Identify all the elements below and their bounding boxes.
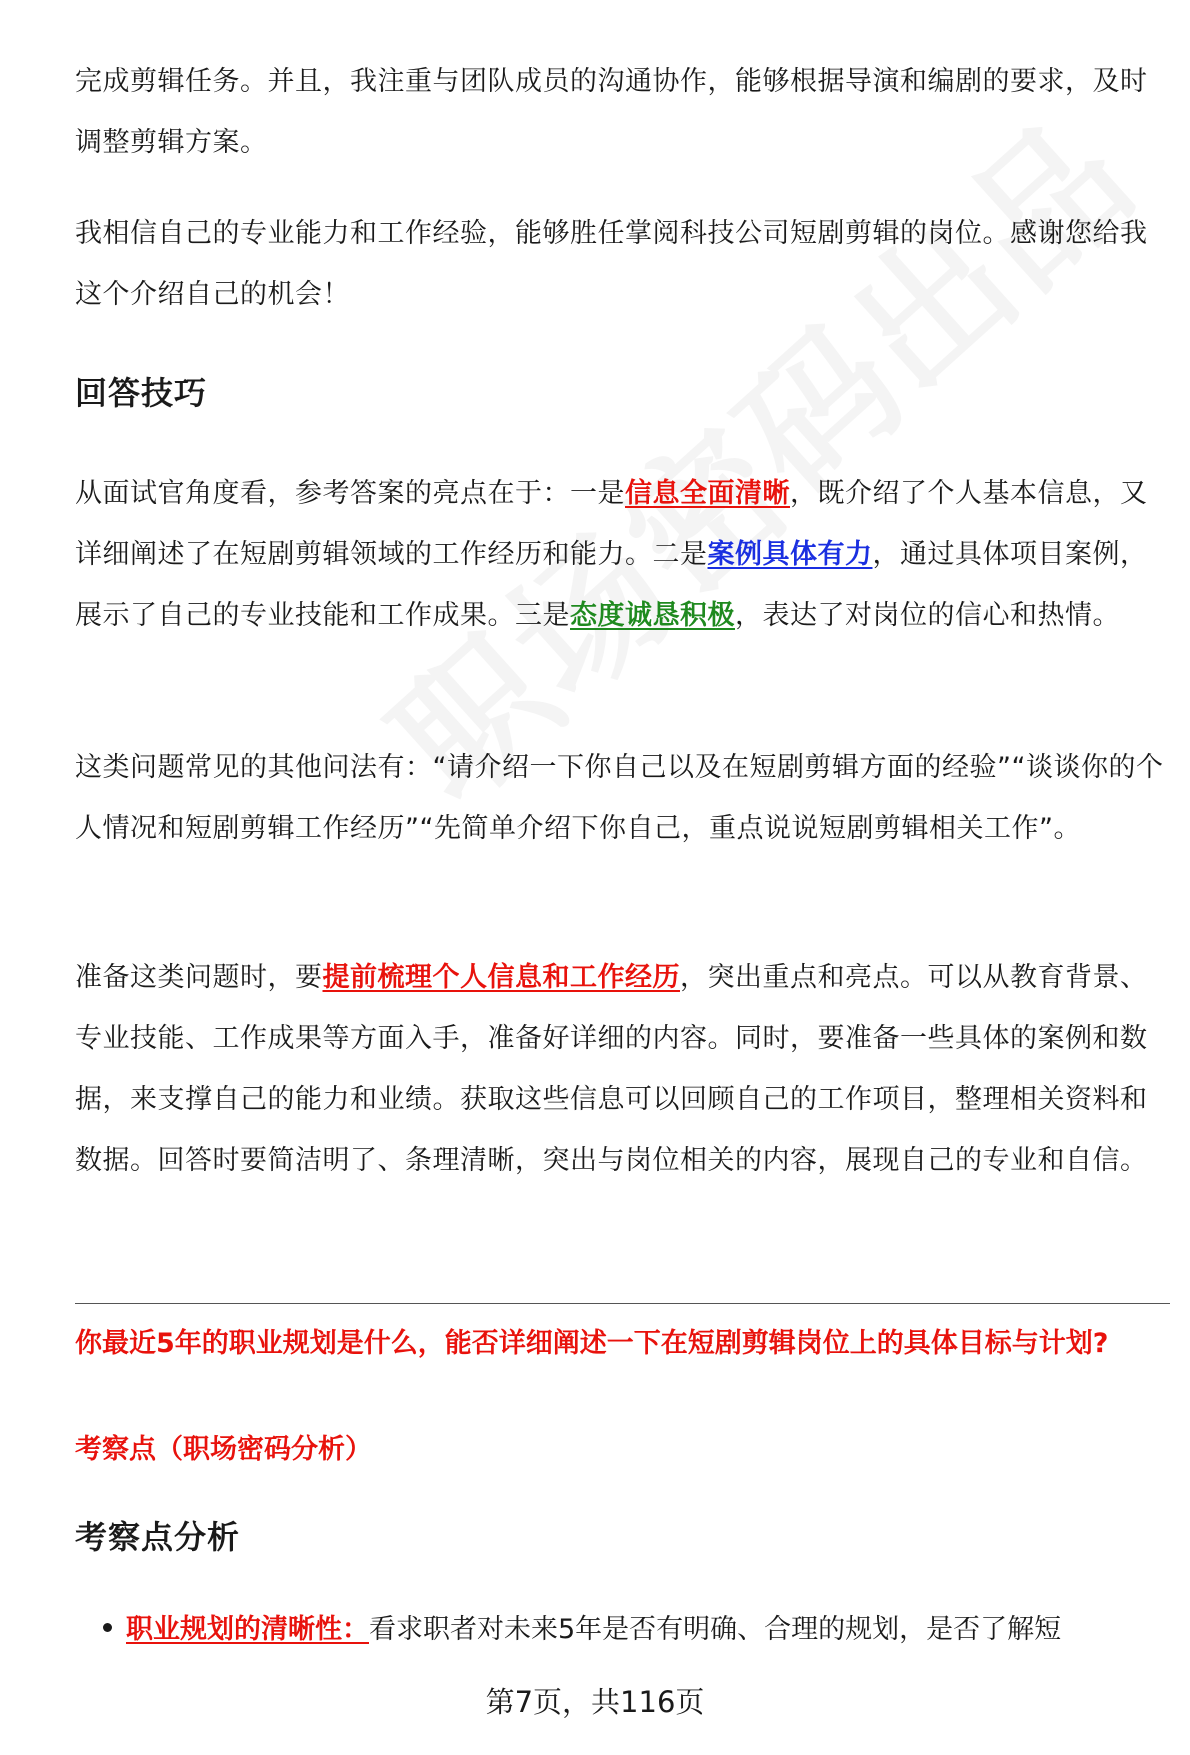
bullet-icon (103, 1623, 112, 1632)
highlight-prepare: 提前梳理个人信息和工作经历 (322, 962, 680, 993)
section-divider (75, 1303, 1170, 1304)
heading-analysis: 考察点分析 (75, 1518, 241, 1556)
paragraph-preparation (75, 947, 1165, 1191)
text-segment: 从面试官角度看，参考答案的亮点在于：一是 (75, 478, 625, 509)
paragraph-intro-end: 完成剪辑任务。并且，我注重与团队成员的沟通协作，能够根据导演和编剧的要求，及时调整剪辑方案。 (75, 66, 1148, 158)
bullet-label: 职业规划的清晰性： (126, 1614, 369, 1645)
highlight-attitude: 态度诚恳积极 (570, 600, 735, 631)
text-segment: ，既介绍了个人基本信息，又详细阐述了在短剧剪辑领域的工作经历和能力。二是 (75, 478, 1148, 570)
text-segment: 准备这类问题时，要 (75, 962, 323, 993)
text-segment: ，突出重点和亮点。可以从教育背景、专业技能、工作成果等方面入手，准备好详细的内容。同时，要准备一些具体的案例和数据，来支撑自己的能力和业绩。获取这些信息可以回顾自己的工作项目，整理相关资料和数据。回答时要简洁明了、条理清晰，突出与岗位相关的内容，展现自己的专业和自信。 (75, 962, 1148, 1176)
question-title: 你最近5年的职业规划是什么，能否详细阐述一下在短剧剪辑岗位上的具体目标与计划? (75, 1328, 1109, 1359)
paragraph-highlights (75, 463, 1165, 646)
bullet-text: 看求职者对未来5年是否有明确、合理的规划，是否了解短 (369, 1614, 1062, 1645)
watermark (340, 62, 1171, 841)
highlight-case-strong: 案例具体有力 (707, 539, 873, 570)
page-footer: 第7页，共116页 (485, 1685, 705, 1719)
text-segment: ，表达了对岗位的信心和热情。 (735, 600, 1120, 631)
list-item (103, 1610, 1183, 1650)
highlight-info-clear: 信息全面清晰 (625, 478, 790, 509)
heading-answer-tips: 回答技巧 (75, 374, 208, 412)
paragraph-alt-questions: 这类问题常见的其他问法有：“请介绍一下你自己以及在短剧剪辑方面的经验”“谈谈你的个人情况和短剧剪辑工作经历”“先简单介绍下你自己，重点说说短剧剪辑相关工作”。 (75, 752, 1164, 844)
text-segment: ，通过具体项目案例，展示了自己的专业技能和工作成果。三是 (75, 539, 1148, 631)
paragraph-closing: 我相信自己的专业能力和工作经验，能够胜任掌阅科技公司短剧剪辑的岗位。感谢您给我这个介绍自己的机会！ (75, 218, 1148, 310)
question-subtitle: 考察点（职场密码分析） (75, 1434, 372, 1465)
